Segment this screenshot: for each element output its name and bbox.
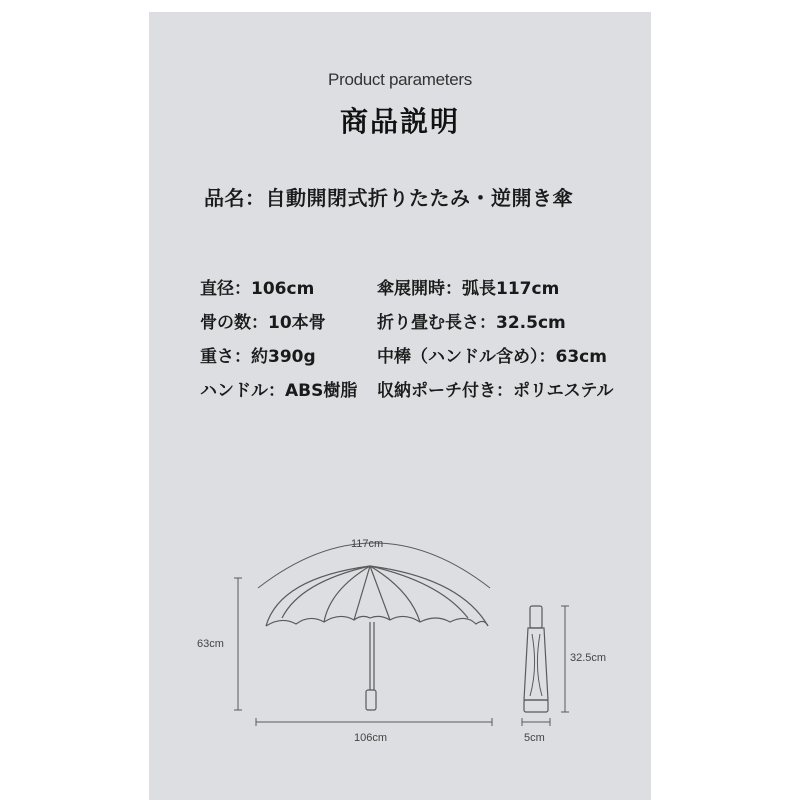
spec-weight: 重さ：約390g xyxy=(200,347,316,367)
width-label: 106cm xyxy=(354,732,388,744)
spec-pouch: 収納ポーチ付き：ポリエステル xyxy=(377,381,614,401)
spec-folded-length: 折り畳む長さ：32.5cm xyxy=(377,313,566,333)
rib-line xyxy=(370,566,390,620)
folded-width-label: 5cm xyxy=(524,732,545,744)
arc-length-label: 117cm xyxy=(351,538,384,550)
folded-length-label: 32.5cm xyxy=(570,652,607,664)
height-label: 63cm xyxy=(197,638,224,650)
spec-diameter: 直径：106cm xyxy=(200,279,315,299)
handle-shape xyxy=(366,690,376,710)
rib-line xyxy=(354,566,370,620)
spec-handle: ハンドル：ABS樹脂 xyxy=(200,381,358,401)
section-subtitle: Product parameters xyxy=(328,70,472,89)
folded-canopy-shape xyxy=(524,628,548,700)
folded-handle-shape xyxy=(530,606,542,628)
spec-shaft-length: 中棒（ハンドル含め）：63cm xyxy=(377,347,607,367)
product-name: 品名：自動開閉式折りたたみ・逆開き傘 xyxy=(204,186,573,210)
spec-arc-length: 傘展開時：弧長117cm xyxy=(377,279,560,299)
section-title: 商品説明 xyxy=(339,105,460,138)
spec-ribs: 骨の数：10本骨 xyxy=(200,313,326,333)
canopy-edge xyxy=(266,616,488,626)
folded-tip-shape xyxy=(524,700,548,712)
